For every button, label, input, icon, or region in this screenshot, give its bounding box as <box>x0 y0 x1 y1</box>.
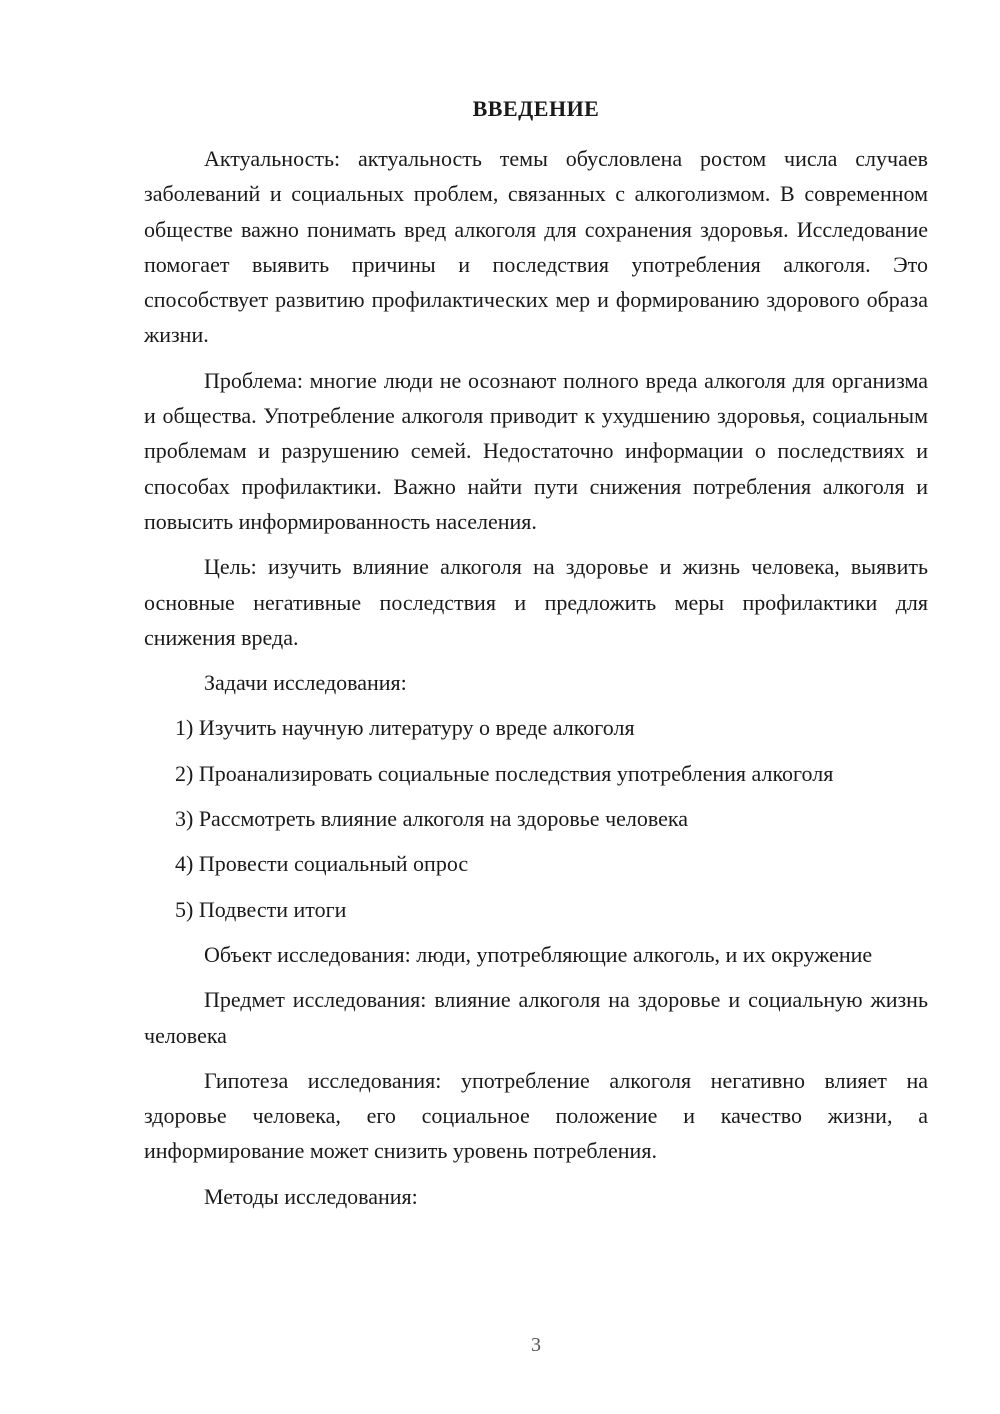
paragraph-hypothesis: Гипотеза исследования: употребление алкоголя негативно влияет на здоровье человека, его социальное положение и качество жизни, а информирование может снизить уровень потребления. <box>144 1067 928 1164</box>
tasks-list <box>144 710 928 926</box>
document-body <box>144 141 928 1224</box>
list-item: 5) Подвести итоги <box>175 896 347 922</box>
list-item: 3) Рассмотреть влияние алкоголя на здоровье человека <box>175 806 689 832</box>
list-item: 1) Изучить научную литературу о вреде алкоголя <box>175 715 635 741</box>
list-item: 4) Провести социальный опрос <box>175 851 469 877</box>
paragraph-relevance: Актуальность: актуальность темы обусловлена ростом числа случаев заболеваний и социальных проблем, связанных с алкоголизмом. В современном обществе важно понимать вред алкоголя для сохранения здоровья. Исследование помогает выявить причины и последствия употребления алкоголя. Это способствует развитию профилактических мер и формированию здорового образа жизни. <box>144 146 928 348</box>
tasks-heading: Задачи исследования: <box>204 670 407 696</box>
page-number: 3 <box>531 1334 541 1356</box>
methods-heading: Методы исследования: <box>204 1183 418 1209</box>
paragraph-object: Объект исследования: люди, употребляющие алкоголь, и их окружение <box>204 941 873 967</box>
paragraph-goal: Цель: изучить влияние алкоголя на здоровье и жизнь человека, выявить основные негативные последствия и предложить меры профилактики для снижения вреда. <box>144 554 928 650</box>
list-item: 2) Проанализировать социальные последствия употребления алкоголя <box>175 760 834 786</box>
paragraph-subject: Предмет исследования: влияние алкоголя на здоровье и социальную жизнь человека <box>144 987 928 1048</box>
paragraph-problem: Проблема: многие люди не осознают полного вреда алкоголя для организма и общества. Употребление алкоголя приводит к ухудшению здоровья, социальным проблемам и разрушению семей. Недостаточно информации о последствиях и способах профилактики. Важно найти пути снижения потребления алкоголя и повысить информированность населения. <box>144 367 928 534</box>
page-title: ВВЕДЕНИЕ <box>472 96 600 121</box>
